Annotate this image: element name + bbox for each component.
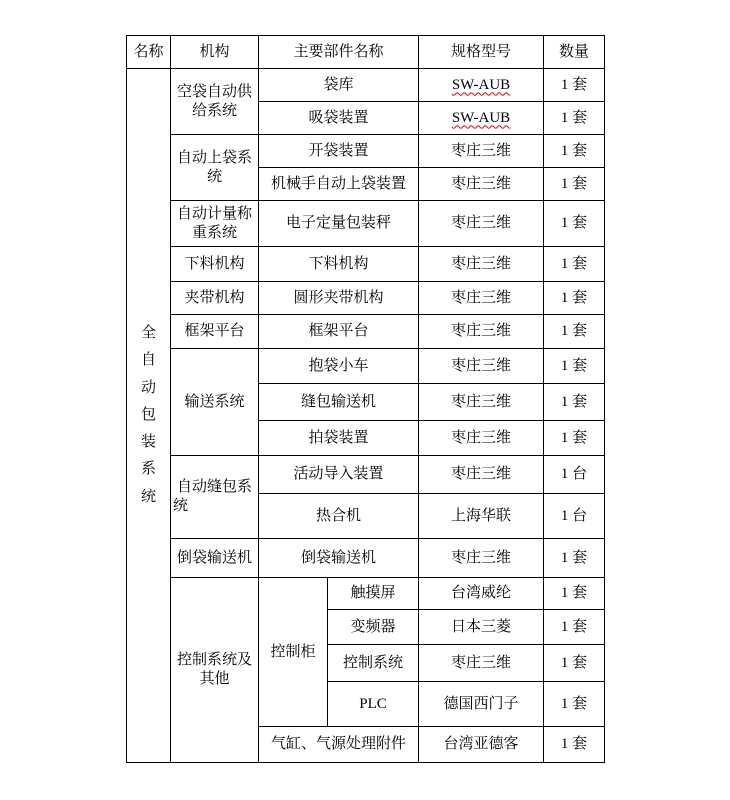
cell-part: 抱袋小车 — [259, 349, 419, 384]
cell-part: 触摸屏 — [328, 578, 419, 610]
table-row — [127, 201, 605, 247]
cell-qty: 1 套 — [544, 610, 605, 645]
cell-part: 控制系统 — [328, 645, 419, 682]
cell-part: 下料机构 — [259, 247, 419, 282]
cell-spec: 枣庄三维 — [419, 384, 544, 421]
header-cell-qty: 数量 — [544, 36, 605, 69]
cell-qty: 1 台 — [544, 494, 605, 539]
cell-spec: 德国西门子 — [419, 682, 544, 727]
cell-part: 气缸、气源处理附件 — [259, 727, 419, 763]
table-row — [127, 315, 605, 349]
equipment-table — [126, 35, 605, 763]
table-row — [127, 578, 605, 610]
cell-part: 开袋装置 — [259, 135, 419, 168]
cell-mechanism: 自动计量称重系统 — [171, 201, 259, 247]
cell-spec: 枣庄三维 — [419, 135, 544, 168]
cell-part: 缝包输送机 — [259, 384, 419, 421]
cell-mechanism: 框架平台 — [171, 315, 259, 349]
cell-part: 圆形夹带机构 — [259, 282, 419, 315]
cell-part: 机械手自动上袋装置 — [259, 168, 419, 201]
cell-qty: 1 套 — [544, 315, 605, 349]
header-cell-part: 主要部件名称 — [259, 36, 419, 69]
cell-qty: 1 套 — [544, 282, 605, 315]
cell-qty: 1 套 — [544, 247, 605, 282]
cell-qty: 1 套 — [544, 168, 605, 201]
cell-spec: 日本三菱 — [419, 610, 544, 645]
table-row — [127, 282, 605, 315]
table-row — [127, 349, 605, 384]
header-cell-spec: 规格型号 — [419, 36, 544, 69]
cell-spec — [419, 102, 544, 135]
cell-mechanism: 下料机构 — [171, 247, 259, 282]
cell-mechanism: 空袋自动供给系统 — [171, 69, 259, 135]
cell-spec: 枣庄三维 — [419, 456, 544, 494]
spec-text-misspelled: SW-AUB — [451, 76, 511, 93]
cell-mechanism: 控制系统及其他 — [171, 578, 259, 763]
cell-spec: 枣庄三维 — [419, 315, 544, 349]
cell-part: 倒袋输送机 — [259, 539, 419, 578]
cell-spec: 枣庄三维 — [419, 645, 544, 682]
cell-spec: 枣庄三维 — [419, 421, 544, 456]
cell-mechanism: 倒袋输送机 — [171, 539, 259, 578]
cell-qty: 1 套 — [544, 727, 605, 763]
cell-qty: 1 套 — [544, 384, 605, 421]
cell-qty: 1 套 — [544, 102, 605, 135]
cell-spec: 枣庄三维 — [419, 201, 544, 247]
cell-spec: 枣庄三维 — [419, 168, 544, 201]
cell-part: 电子定量包装秤 — [259, 201, 419, 247]
cell-mechanism: 输送系统 — [171, 349, 259, 456]
cell-spec: 枣庄三维 — [419, 282, 544, 315]
header-cell-name: 名称 — [127, 36, 171, 69]
table-row — [127, 539, 605, 578]
cell-qty: 1 套 — [544, 682, 605, 727]
table-row — [127, 135, 605, 168]
cell-qty: 1 套 — [544, 135, 605, 168]
cell-part: 活动导入装置 — [259, 456, 419, 494]
cell-part: 拍袋装置 — [259, 421, 419, 456]
table-row — [127, 456, 605, 494]
system-name-text: 全自动包装系统 — [141, 324, 157, 505]
cell-qty: 1 台 — [544, 456, 605, 494]
cell-part: 变频器 — [328, 610, 419, 645]
cell-part: PLC — [328, 682, 419, 727]
cell-mechanism: 自动缝包系统 — [171, 456, 259, 539]
header-row — [127, 36, 605, 69]
cell-spec — [419, 69, 544, 102]
cell-qty: 1 套 — [544, 578, 605, 610]
cell-spec: 台湾威纶 — [419, 578, 544, 610]
table-row — [127, 69, 605, 102]
cell-part: 袋库 — [259, 69, 419, 102]
header-cell-mechanism: 机构 — [171, 36, 259, 69]
cell-spec: 台湾亚德客 — [419, 727, 544, 763]
table-row — [127, 247, 605, 282]
cell-sub-assembly: 控制柜 — [259, 578, 328, 727]
cell-qty: 1 套 — [544, 539, 605, 578]
cell-part: 吸袋装置 — [259, 102, 419, 135]
cell-qty: 1 套 — [544, 645, 605, 682]
cell-spec: 枣庄三维 — [419, 349, 544, 384]
system-name-cell — [127, 69, 171, 763]
cell-part: 框架平台 — [259, 315, 419, 349]
cell-qty: 1 套 — [544, 421, 605, 456]
cell-spec: 枣庄三维 — [419, 539, 544, 578]
cell-qty: 1 套 — [544, 201, 605, 247]
cell-mechanism: 自动上袋系统 — [171, 135, 259, 201]
cell-spec: 上海华联 — [419, 494, 544, 539]
spec-text-misspelled: SW-AUB — [451, 109, 511, 126]
cell-part: 热合机 — [259, 494, 419, 539]
cell-qty: 1 套 — [544, 69, 605, 102]
cell-spec: 枣庄三维 — [419, 247, 544, 282]
cell-qty: 1 套 — [544, 349, 605, 384]
cell-mechanism: 夹带机构 — [171, 282, 259, 315]
